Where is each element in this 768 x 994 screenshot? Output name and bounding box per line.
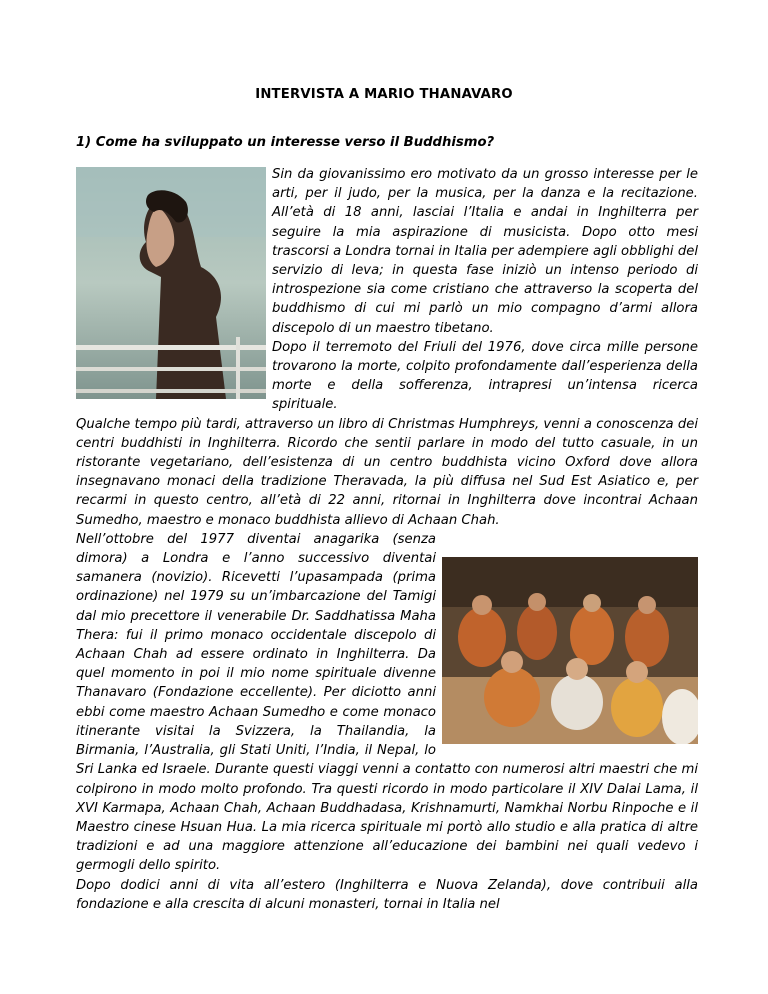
paragraph: Nell’ottobre del 1977 diventai anagarika (senza dimora) a Londra e l’anno successivo diventai samanera (novizio). Ricevetti l’upasampada (prima ordinazione) nel 1979 su un’imbarcazione del Tamigi dal mio precettore il venerabile Dr. Saddhatissa Maha Thera: fui il primo monaco occidentale discepolo di Achaan Chah ad essere ordinato in Inghilterra. Da quel momento in poi il mio nome spirituale divenne Thanavaro (Fondazione eccellente). Per diciotto anni ebbi come maestro Achaan Sumedho e come monaco itinerante visitai la Svizzera, la Thailandia, la Birmania, l’Australia, gli Stati Uniti, l’India, il Nepal, lo Sri Lanka ed Israele. Durante questi viaggi venni a contatto con numerosi altri maestri che mi colpirono in modo molto profondo. Tra questi ricordo in modo particolare il XIV Dalai Lama, il XVI Karmapa, Achaan Chah, Achaan Buddhadasa, Krishnamurti, Namkhai Norbu Rinpoche e il Maestro cinese Hsuan Hua. La mia ricerca spirituale mi portò allo studio e alla pratica di altre tradizioni e ad una maggiore attenzione all’educazione dei bambini nei quali vedevo i germogli dello spirito. bbox=[76, 531, 698, 874]
paragraph: Sin da giovanissimo ero motivato da un grosso interesse per le arti, per il judo, per la musica, per la danza e la recitazione. All’età di 18 anni, lasciai l’Italia e andai in Inghilterra per seguire la mia aspirazione di musicista. Dopo otto mesi trascorsi a Londra tornai in Italia per adempiere agli obblighi del servizio di leva; in questa fase iniziò un intenso periodo di introspezione sia come cristiano che attraverso la scoperta del buddhismo di cui mi parlò un mio compagno d’armi allora discepolo di un maestro tibetano. bbox=[272, 167, 698, 336]
paragraph: Dopo il terremoto del Friuli del 1976, dove circa mille persone trovarono la morte, colpito profondamente dall’esperienza della morte e della sofferenza, intrapresi un’intensa ricerca spirituale. bbox=[272, 339, 698, 413]
paragraph: Qualche tempo più tardi, attraverso un libro di Christmas Humphreys, venni a conoscenza dei centri buddhisti in Inghilterra. Ricordo che sentii parlare in modo del tutto casuale, in un ristorante vegetariano, dell’esistenza di un centro buddhista vicino Oxford dove allora insegnavano monaci della tradizione Theravada, la più diffusa nel Sud Est Asiatico e, per recarmi in questo centro, all’età di 22 anni, ritornai in Inghilterra dove incontrai Achaan Sumedho, maestro e monaco buddhista allievo di Achaan Chah. bbox=[76, 416, 698, 528]
page-title: INTERVISTA A MARIO THANAVARO bbox=[255, 87, 513, 102]
paragraph: Dopo dodici anni di vita all’estero (Inghilterra e Nuova Zelanda), dove contribuii alla fondazione e alla crescita di alcuni monasteri, tornai in Italia nel bbox=[76, 877, 698, 912]
portrait-photo bbox=[76, 167, 266, 399]
question-heading: 1) Come ha sviluppato un interesse verso il Buddhismo? bbox=[76, 135, 495, 150]
monks-group-photo bbox=[442, 557, 698, 744]
answer-text bbox=[76, 165, 698, 914]
